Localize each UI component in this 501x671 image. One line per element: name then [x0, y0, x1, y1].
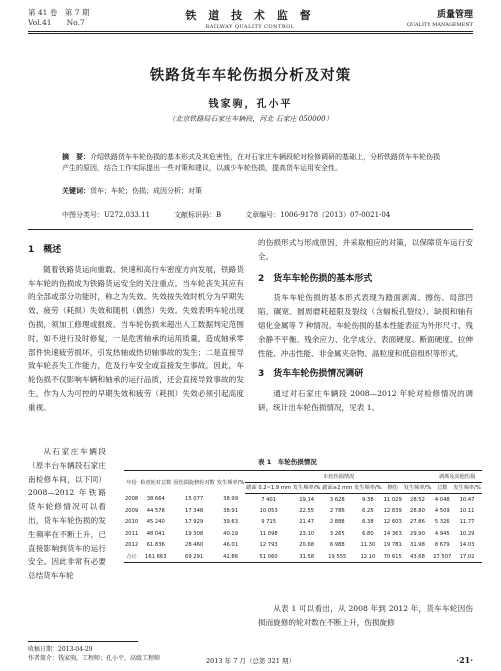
table-cell: 15 077 [185, 496, 204, 503]
table-header-turned: 因伤损旋修轮对数 [172, 471, 216, 494]
table-cell: 10.47 [459, 496, 475, 503]
table-cell: 51 060 [245, 551, 292, 563]
section-2-paragraph-1: 货车车轮伤损的基本形式表现为踏面剥离、擦伤、局部凹陷、碾宽、圆周磨耗超限及裂纹（含辐板孔裂纹）、缺损和轴有熔化金属等 7 种情况。车轮伤损的基本性能表征为外形尺寸、残余静不平衡、残余应力、化学成分、表面硬度、断面硬度、拉伸性能、冲击性能、非金属夹杂物、晶粒度和低倍组织等形式。 [258, 293, 473, 358]
abstract-label: 摘 要： [62, 153, 90, 161]
table-cell: 28.80 [410, 507, 425, 514]
table-cell: 2008 [125, 496, 139, 503]
abstract-text: 介绍铁路货车车轮伤损的基本形式及其危害性，在对石家庄车辆段轮对检修调研的基础上，分析铁路货车车轮伤损产生的原因，结合工作实际提出一些对策和建议，以减少车轮伤损，提高货车运用安全性。 [62, 153, 440, 172]
table-cell: 14 363 [383, 530, 402, 537]
table-cell: 11.77 [459, 519, 475, 526]
table-cell: 43.68 [403, 551, 432, 563]
keywords-text: 货车；车轮；伤损；成因分析；对策 [90, 187, 202, 195]
table-cell: 3 628 [329, 496, 345, 503]
table-cell: 10.29 [459, 530, 475, 537]
table-cell: 12.10 [353, 551, 382, 563]
table-row [124, 505, 482, 517]
table-group-other: 剥离及其他伤损 [432, 471, 482, 483]
footnote-rule [28, 641, 138, 642]
table-cell: 3 265 [329, 530, 345, 537]
left-column-narrow [28, 445, 106, 583]
table-cell: 44 578 [146, 507, 165, 514]
table-header-tread-large: 踏面≥2 mm [321, 482, 353, 494]
header-volume-en: Vol.41 No.7 [28, 18, 85, 27]
table-cell: 19 555 [321, 551, 353, 563]
table-cell: 2009 [125, 507, 139, 514]
table-cell: 69 291 [172, 551, 216, 563]
right-column [258, 236, 473, 415]
table-cell: 28.52 [410, 496, 425, 503]
table-cell: 23.10 [299, 530, 315, 537]
section-1-paragraph-1: 随着铁路货运向重载、快速和高行车密度方向发展，铁路货车车轮的伤损成为铁路货运安全的关注重点。当车轮丧失其应有的全部或部分功能时，称之为失效。失效按失效时机分为早期失效、疲劳（耗损）失效和随机（偶然）失效。失效表明车轮出现伤损，须加工修理或报废。当车轮伤损未超出人工数据判定范围时，如不进行及时修复，一是危害轴承的运用质量，造成轴承零部件快速疲劳损坏，引发热轴或热切轴事故的发生；二是直接导致车轮丧失工作能力，危及行车安全或直接发生事故。因此，车轮伤损不仅影响车辆和轴承的运行品质，还会直接导致事故的发生，作为人为可控的早期失效和疲劳（耗损）失效必须引起高度重视。 [28, 264, 244, 412]
clc-number: 中图分类号：U272.033.11 [62, 211, 150, 219]
header-volume [28, 8, 89, 28]
table-cell: 合计 [124, 551, 139, 563]
section-3-paragraph-1: 通过对石家庄车辆段 2008—2012 年轮对检修情况的调研，统计出车轮伤损情况，见表 1。 [258, 389, 473, 412]
article-title: 铁路货车车轮伤损分析及对策 [149, 67, 352, 84]
header-rule-thin [28, 33, 473, 34]
table-cell: 11 029 [383, 496, 402, 503]
table-cell: 6 988 [329, 542, 345, 549]
table-cell: 48 041 [146, 530, 165, 537]
table-cell: 5 326 [434, 519, 450, 526]
journal-name-en: RAILWAY QUALITY CONTROL [205, 24, 295, 30]
table-cell: 29.90 [410, 530, 425, 537]
table-cell: 2 888 [329, 519, 345, 526]
issue-footer: 2013 年 7 月（总第 321 期） [206, 657, 295, 665]
article-number: 文章编号：1006-9178（2013）07-0021-04 [245, 211, 391, 219]
table-cell: 2011 [125, 530, 139, 537]
table-header-rate-1: 发生频率/% [292, 482, 321, 494]
section-2-heading: 2 货车车轮伤损的基本形式 [258, 273, 373, 284]
table-cell: 21.47 [299, 519, 315, 526]
keywords-label: 关键词： [62, 187, 90, 195]
table-cell: 17 348 [185, 507, 204, 514]
table-cell: 17.02 [452, 551, 481, 563]
table-header-year: 年份 [124, 471, 139, 494]
table-cell: 4 048 [434, 496, 450, 503]
column-name-cn: 质量管理 [436, 10, 473, 20]
table-cell: 6.38 [362, 519, 374, 526]
table-cell: 31.98 [410, 542, 425, 549]
table-cell: 14.03 [459, 542, 475, 549]
meta-rule [28, 229, 473, 230]
table-header-tread-small: 踏面 0.2~1.9 mm [245, 482, 292, 494]
table-row-total [124, 551, 482, 563]
table-cell: 11 098 [259, 530, 278, 537]
table-header-scratch: 擦伤 [383, 482, 403, 494]
table-row [124, 540, 482, 552]
table-cell: 4 945 [434, 530, 450, 537]
table-1-grid [124, 470, 482, 563]
table-cell: 2010 [125, 519, 139, 526]
table-group-wheel: 车轮伤损情况 [245, 471, 432, 483]
table-cell: 2012 [125, 542, 139, 549]
table-1 [124, 470, 481, 563]
table-cell: 2 786 [329, 507, 345, 514]
table-cell: 11.30 [360, 542, 376, 549]
table-cell: 161 663 [139, 551, 172, 563]
table-cell: 20.68 [299, 542, 315, 549]
table-cell: 27.86 [410, 519, 425, 526]
table-header-other-rate: 发生频率/% [452, 482, 481, 494]
table-cell: 7 401 [261, 496, 277, 503]
table-cell: 38.99 [223, 496, 238, 503]
table-cell: 9.38 [362, 496, 374, 503]
table-cell: 10.11 [459, 507, 475, 514]
table-cell: 38 664 [146, 496, 165, 503]
table-cell: 27 507 [432, 551, 452, 563]
table-cell: 70 615 [383, 551, 403, 563]
table-cell: 4 509 [434, 507, 450, 514]
right-column-continued [258, 602, 473, 630]
section-1-paragraph-2: 从石家庄车辆段（原丰台车辆段石家庄南检修车间，以下同）2008—2012 年铁路货车轮修情况可以看出，货车车轮伤损的发生频率在不断上升，已直接影响到货车的运行安全。因此非常有必要总结货车车轮 [28, 447, 106, 581]
table-cell: 46.01 [223, 542, 238, 549]
header-rule [28, 31, 473, 32]
table-cell: 12 603 [383, 519, 402, 526]
table-row [124, 494, 482, 506]
table-header-rate-3: 发生频率/% [403, 482, 432, 494]
table-cell: 8 679 [434, 542, 450, 549]
table-header-rate: 发生频率/% [216, 471, 245, 494]
left-column [28, 236, 244, 415]
article-affiliation: （北京铁路局石家庄车辆段，河北 石家庄 050000） [168, 115, 333, 123]
header-journal [150, 7, 350, 30]
table-cell: 38.91 [223, 507, 238, 514]
table-cell: 42.86 [216, 551, 245, 563]
table-cell: 61 836 [146, 542, 165, 549]
right-paragraph-2: 从表 1 可以看出，从 2008 年到 2012 年，货车车轮因伤损而旋修的轮对数在不断上升，伤损旋修 [258, 604, 473, 627]
table-header-other-total: 总数 [432, 482, 452, 494]
table-header-total: 检查轮对总数 [139, 471, 172, 494]
journal-name-cn: 铁 道 技 术 监 督 [185, 9, 315, 22]
column-name-en: QUALITY MANAGEMENT [406, 22, 473, 28]
table-cell: 12 839 [383, 507, 402, 514]
table-1-caption: 表 1 车轮伤损情况 [258, 458, 317, 466]
table-row [124, 528, 482, 540]
section-1-heading: 1 概述 [28, 245, 62, 255]
right-paragraph-1: 的伤损形式与形成原因，并采取相应的对策，以保障货车运行安全。 [258, 238, 473, 261]
article-meta [62, 210, 442, 220]
page-number: ·21· [456, 655, 473, 665]
table-cell: 6.80 [362, 530, 374, 537]
table-cell: 9 715 [261, 519, 277, 526]
table-cell: 22.55 [299, 507, 315, 514]
table-cell: 31.58 [292, 551, 321, 563]
header-volume-cn: 第 41 卷 第 7 期 [28, 8, 90, 17]
article-authors: 钱家驹，孔小平 [208, 99, 293, 110]
received-date: 收稿日期：2013-04-29 [28, 646, 93, 653]
keywords [62, 186, 442, 196]
table-cell: 45 240 [146, 519, 165, 526]
table-cell: 19.14 [299, 496, 315, 503]
table-cell: 6.25 [362, 507, 374, 514]
abstract [62, 152, 442, 174]
table-cell: 12 793 [259, 542, 278, 549]
table-cell: 19 781 [383, 542, 402, 549]
table-row [124, 517, 482, 529]
table-cell: 39.63 [223, 519, 238, 526]
section-3-heading: 3 货车车轮伤损情况调研 [258, 369, 364, 380]
document-code: 文献标识码：B [173, 211, 222, 219]
table-cell: 10 053 [259, 507, 278, 514]
author-info: 作者简介：钱家驹，工程师；孔小平，高级工程师 [28, 655, 161, 662]
header-column [407, 7, 473, 28]
table-cell: 17 929 [185, 519, 204, 526]
table-cell: 28 460 [185, 542, 204, 549]
table-cell: 40.19 [223, 530, 238, 537]
table-cell: 19 308 [185, 530, 204, 537]
table-header-rate-2: 发生频率/% [353, 482, 382, 494]
